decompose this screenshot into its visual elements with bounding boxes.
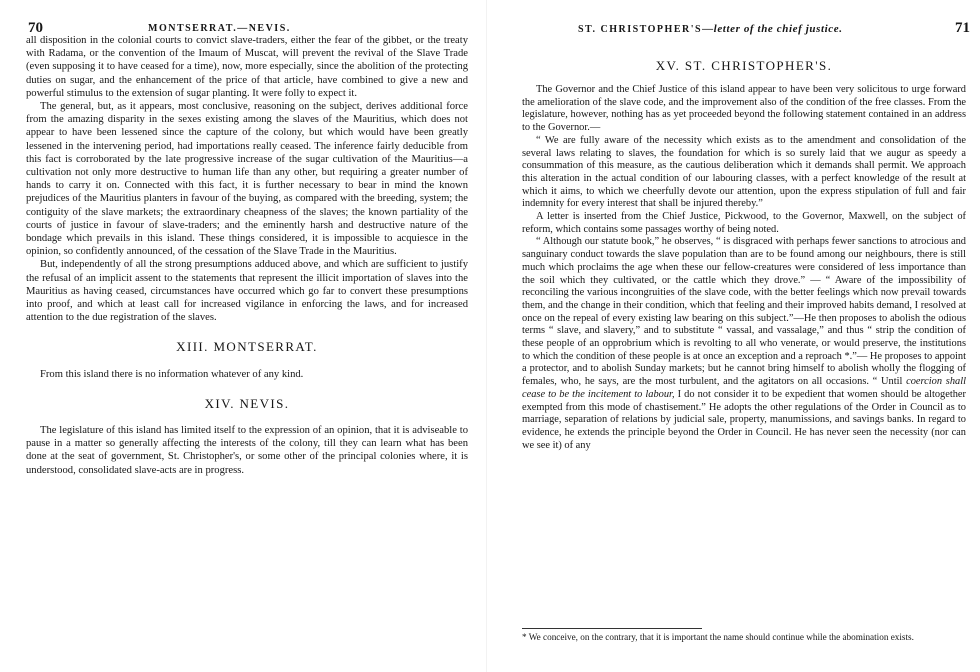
footnote: * We conceive, on the contrary, that it is important the name should continue while the abomination exists.: [522, 632, 914, 642]
running-title-caps: ST. CHRISTOPHER'S: [578, 24, 703, 35]
left-running-title: MONTSERRAT.—NEVIS.: [148, 23, 291, 34]
footnote-rule: [522, 628, 702, 629]
paragraph-presumptions: But, independently of all the strong presumptions adduced above, and which are sufficient to justify the refusal of an implicit assent to the statements that represent the illicit importation of slaves into the Mauritius as having ceased, circumstances have occurred which go far to convert these presumptions into proof, and which at least call for increased vigilance in enforcing the laws, and for increased attention to the due registration of the slaves.: [26, 259, 468, 324]
running-title-italic: —letter of the chief justice.: [702, 23, 843, 35]
right-page: [500, 0, 980, 672]
left-text-column: [26, 34, 468, 477]
page-gutter: [486, 0, 487, 672]
right-text-column: [522, 60, 966, 452]
paragraph-governor: The Governor and the Chief Justice of this island appear to have been very solicitous to urge forward the amelioration of the slave code, and the improvement also of the condition of the free classes. From the legislature, however, nothing has as yet proceeded beyond the following statement contained in an address to the Governor.—: [522, 84, 966, 134]
statute-text: “ Although our statute book,” he observes, “ is disgraced with perhaps fewer sanctions to atrocious and sanguinary conduct towards the slave population than are to be found among our neighbours, there is still much which proclaims the age when these our fellow-creatures were considered of less importance than the soil which they cultivated, or the cattle which they drove.” — “ Aware of the impossibility of reconciling the various incongruities of the slave code, with the better feelings which now prevail towards them, and the change in their condition, which that feeling and their improved habits demand, I resolved at once on the repeal of every existing law bearing on this subject.”—He then proposes to abolish the odious terms “ slave, and slavery,” and to substitute “ vassal, and vassalage,” and thus “ strip the condition of these people of an opprobrium which is revolting to all who venerate, or would preserve, the institutions to which the condition of these people is at once an exception and a reproach *.”— He proposes to appoint a protector, and to abolish Sunday markets; but he cannot bring himself to abolish wholly the flogging of females, who, he says, are the most turbulent, and the agitators on all occasions. “ Until: [522, 236, 966, 388]
paragraph-address-quote: “ We are fully aware of the necessity which exists as to the amendment and consolidation of the several laws relating to slaves, the foundation for which is so surely laid that we augur as speedy a consummation of this measure, as the cautious deliberation which it demands shall permit. We approach this alteration in the actual condition of our labouring classes, with a perfect knowledge of the result at which it aims, to which we cheerfully devote our attention, upon the express stipulation of full and fair indemnity for every interest that shall be injured thereby.”: [522, 134, 966, 210]
right-running-title: [578, 23, 843, 35]
paragraph-montserrat: From this island there is no information whatever of any kind.: [40, 368, 304, 380]
left-page: [0, 0, 478, 672]
paragraph-statute-book: [522, 236, 966, 452]
left-page-number: 70: [28, 20, 43, 36]
section-heading-nevis: XIV. NEVIS.: [204, 395, 290, 411]
right-page-number: 71: [955, 20, 970, 36]
statute-italic: coercion shall cease to be the incitement to labour,: [522, 376, 966, 400]
section-heading-st-christophers: XV. ST. CHRISTOPHER'S.: [655, 58, 833, 73]
paragraph-general-reasoning: The general, but, as it appears, most conclusive, reasoning on the subject, derives additional force from the amazing disparity in the sexes existing among the slaves of the Mauritius, which does not appear to have been lessened since the capture of the colony, but which would have been greatly lessened in the intervening period, had importations really ceased. The inference fairly deducible from this fact is corroborated by the late progressive increase of the sugar cultivation of the Mauritius—a cultivation not only more destructive to human life than any other, but requiring a greater number of hands to carry it on. Connected with this fact, it is further necessary to bear in mind the known prejudices of the Mauritius planters in favour of the buying, as compared with the breeding, system; the contiguity of the slave markets; the extraordinary cheapness of the slaves; the known partiality of the courts of justice in favour of slave-traders; and the eminently harsh and destructive nature of the bondage which prevails in this island. These things considered, it is impossible to acquiesce in the opinion, so confidently announced, of the cessation of the Slave Trade in the Mauritius.: [26, 101, 468, 258]
paragraph-nevis: The legislature of this island has limited itself to the expression of an opinion, that it is adviseable to pause in a matter so generally affecting the interests of the colony, till they can learn what has been done at the seat of government, St. Christopher's, or some other of the principal colonies where, it is understood, consolidated slave-acts are in progress.: [26, 425, 468, 476]
paragraph-letter-intro: A letter is inserted from the Chief Justice, Pickwood, to the Governor, Maxwell, on the subject of reform, which contains some passages worthy of being noted.: [522, 211, 966, 235]
statute-tail: I do not consider it to be expedient that women should be altogether exempted from this mode of chastisement.” He adopts the other regulations of the Order in Council as to marriage, separation of relations by judicial sale, property, manumissions, and savings banks. In regard to evidence, he extends the principle beyond the Order in Council. He has never seen the necessity (nor can we see it) of any: [522, 388, 966, 451]
paragraph-continuation: all disposition in the colonial courts to convict slave-traders, either the fear of the gibbet, or the treaty with Radama, or the convention of the Imaum of Muscat, will prevent the revival of the Slave Trade (even supposing it to have ceased for a time), now, more especially, since the abolition of the protecting duties on sugar, and the enhancement of the price of that article, have combined to give a new and powerful stimulus to the extension of sugar planting. It were folly to expect it.: [26, 35, 468, 99]
right-running-head: [528, 20, 970, 40]
section-heading-montserrat: XIII. MONTSERRAT.: [176, 339, 318, 355]
